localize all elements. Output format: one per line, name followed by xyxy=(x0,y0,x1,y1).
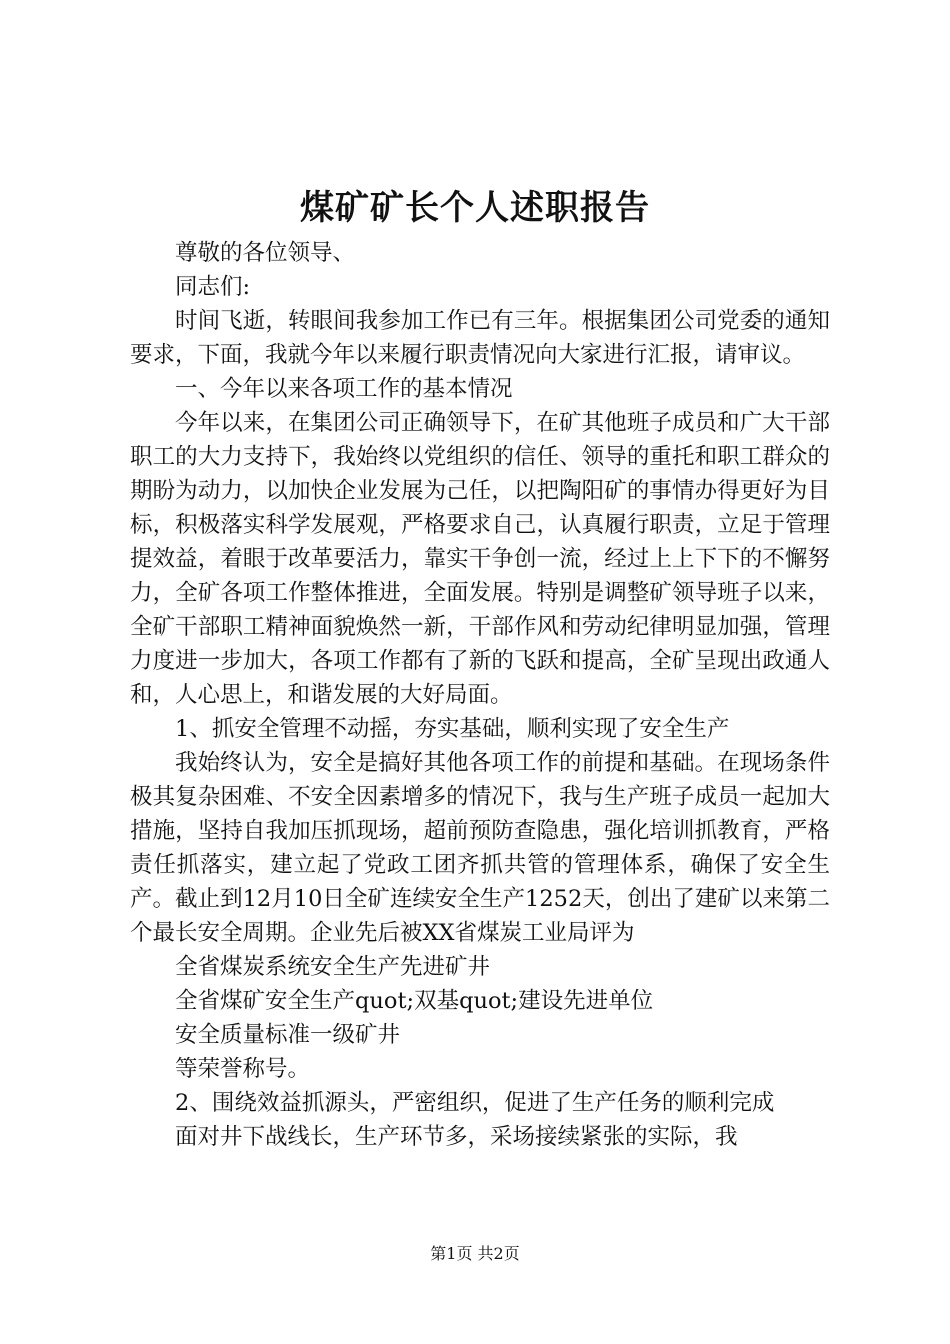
paragraph-efficiency: 面对井下战线长，生产环节多，采场接续紧张的实际，我 xyxy=(175,1124,738,1150)
paragraph-salutation-2: 同志们: xyxy=(175,274,251,300)
paragraph-safety: 我始终认为，安全是搞好其他各项工作的前提和基础。在现场条件极其复杂困难、不安全因素增多的情况下，我与生产班子成员一起加大措施，坚持自我加压抓现场，超前预防查隐患，强化培训抓教育，严格责任抓落实，建立起了党政工团齐抓共管的管理体系，确保了安全生产。截止到12月10日全矿连续安全生产1252天，创出了建矿以来第二个最长安全周期。企业先后被XX省煤炭工业局评为 xyxy=(130,750,830,946)
subheading-efficiency: 2、围绕效益抓源头，严密组织，促进了生产任务的顺利完成 xyxy=(175,1090,775,1116)
honor-item-1: 全省煤炭系统安全生产先进矿井 xyxy=(175,954,491,980)
subheading-safety: 1、抓安全管理不动摇，夯实基础，顺利实现了安全生产 xyxy=(175,716,730,742)
section-heading-1: 一、今年以来各项工作的基本情况 xyxy=(175,376,513,402)
honor-item-3: 安全质量标准一级矿井 xyxy=(175,1022,401,1048)
page-footer: 第1页 共2页 xyxy=(430,1244,520,1263)
document-body xyxy=(130,236,830,1154)
honor-closing: 等荣誉称号。 xyxy=(175,1056,311,1082)
paragraph-intro: 时间飞逝，转眼间我参加工作已有三年。根据集团公司党委的通知要求，下面，我就今年以来履行职责情况向大家进行汇报，请审议。 xyxy=(130,308,830,368)
paragraph-overview: 今年以来，在集团公司正确领导下，在矿其他班子成员和广大干部职工的大力支持下，我始终以党组织的信任、领导的重托和职工群众的期盼为动力，以加快企业发展为己任，以把陶阳矿的事情办得更好为目标，积极落实科学发展观，严格要求自己，认真履行职责，立足于管理提效益，着眼于改革要活力，靠实干争创一流，经过上上下下的不懈努力，全矿各项工作整体推进，全面发展。特别是调整矿领导班子以来，全矿干部职工精神面貌焕然一新，干部作风和劳动纪律明显加强，管理力度进一步加大，各项工作都有了新的飞跃和提高，全矿呈现出政通人和，人心思上，和谐发展的大好局面。 xyxy=(130,410,830,708)
paragraph-salutation-1: 尊敬的各位领导、 xyxy=(175,240,356,266)
honor-item-2: 全省煤矿安全生产quot;双基quot;建设先进单位 xyxy=(175,988,654,1014)
document-title: 煤矿矿长个人述职报告 xyxy=(300,188,650,228)
